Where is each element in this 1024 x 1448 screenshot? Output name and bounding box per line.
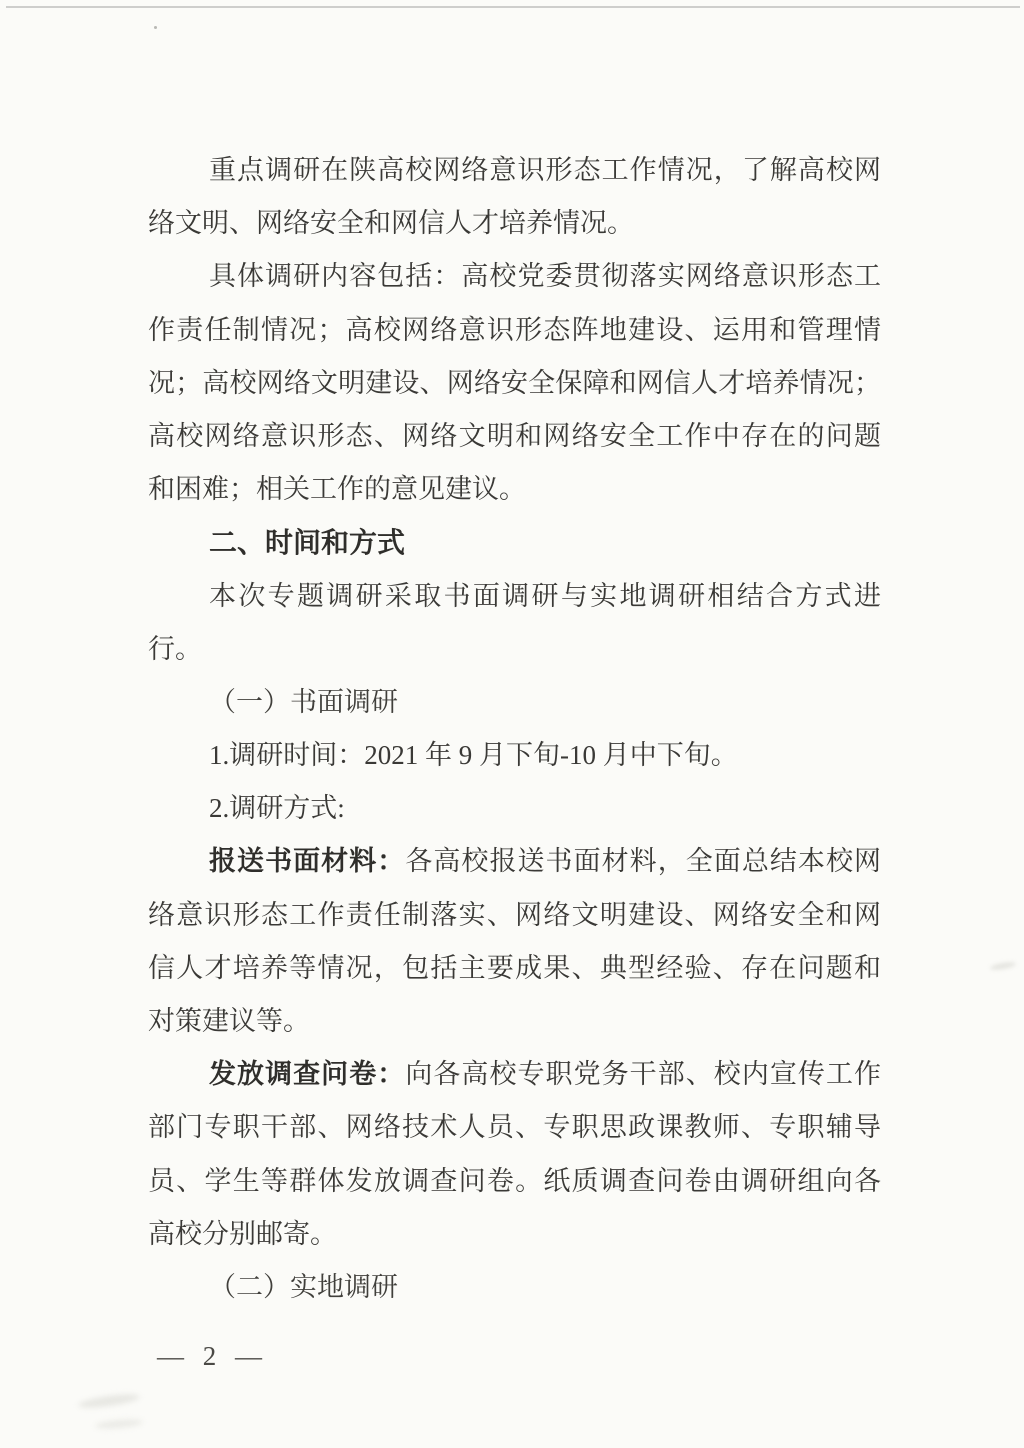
body-line: 和困难；相关工作的意见建议。 [148, 474, 526, 505]
body-line: 高校网络意识形态、网络文明和网络安全工作中存在的问题 [148, 420, 881, 451]
body-line: 高校分别邮寄。 [148, 1218, 337, 1249]
document-body [148, 144, 881, 1314]
body-line: 行。 [148, 633, 202, 664]
body-line: 部门专职干部、网络技术人员、专职思政课教师、专职辅导 [148, 1112, 881, 1143]
numbered-item: 1.调研时间：2021 年 9 月下旬-10 月中下旬。 [209, 740, 738, 771]
line-text: 向各高校专职党务干部、校内宣传工作 [405, 1059, 882, 1090]
body-line: 况；高校网络文明建设、网络安全保障和网信人才培养情况； [148, 367, 881, 398]
scan-smudge-artifact [95, 1418, 144, 1430]
body-line: 作责任制情况；高校网络意识形态阵地建设、运用和管理情 [148, 314, 881, 345]
body-line [148, 835, 881, 888]
body-line: 信人才培养等情况，包括主要成果、典型经验、存在问题和 [148, 952, 881, 983]
scan-smudge-artifact [78, 1392, 141, 1411]
body-line: 本次专题调研采取书面调研与实地调研相结合方式进 [209, 580, 881, 611]
body-line: 具体调研内容包括：高校党委贯彻落实网络意识形态工 [209, 261, 881, 292]
subsection-heading: （一）书面调研 [209, 686, 398, 717]
bold-lead-label: 报送书面材料： [209, 846, 406, 877]
line-text: 各高校报送书面材料，全面总结本校网 [405, 846, 882, 877]
bold-lead-label: 发放调查问卷： [209, 1059, 406, 1090]
body-line [148, 1048, 881, 1101]
body-line: 重点调研在陕高校网络意识形态工作情况，了解高校网 [209, 155, 881, 185]
body-line: 络意识形态工作责任制落实、网络文明建设、网络安全和网 [148, 899, 881, 930]
body-line: 员、学生等群体发放调查问卷。纸质调查问卷由调研组向各 [148, 1165, 881, 1196]
scan-dot-artifact [154, 26, 157, 29]
subsection-heading: （二）实地调研 [209, 1271, 398, 1302]
section-heading: 二、时间和方式 [209, 527, 406, 559]
scan-edge-artifact [6, 6, 1020, 8]
page-number: — 2 — [157, 1341, 268, 1371]
scan-smudge-artifact [990, 961, 1017, 971]
body-line: 络文明、网络安全和网信人才培养情况。 [148, 208, 634, 239]
numbered-item: 2.调研方式: [209, 793, 345, 824]
body-line: 对策建议等。 [148, 1006, 310, 1036]
